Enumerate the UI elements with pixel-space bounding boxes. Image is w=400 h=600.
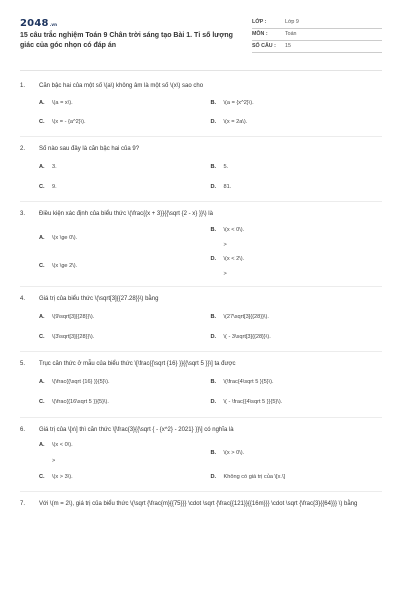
question-stem <box>20 295 382 304</box>
option-text: \(a = x\). <box>52 99 73 106</box>
option-text: \(x \ge 0\). <box>52 234 78 241</box>
option-letter: C. <box>39 334 45 341</box>
option-d[interactable] <box>211 119 383 126</box>
options <box>20 100 382 127</box>
question-stem <box>20 500 382 509</box>
option-b[interactable] <box>211 164 383 171</box>
option-a[interactable] <box>20 314 192 321</box>
meta-row-subject <box>252 29 382 41</box>
option-line: \(x < 0\). <box>223 227 245 234</box>
question-number: 1. <box>20 83 26 89</box>
option-letter: C. <box>39 473 45 480</box>
option-text: \(x > 0\). <box>223 449 245 456</box>
question-text: Giá trị của \[x\] thì căn thức \[\frac{3}{{\sqrt { - {x^2} - 2021} }}\] có nghĩa là <box>39 426 234 433</box>
option-letter: A. <box>39 379 45 386</box>
option-a[interactable] <box>20 235 192 242</box>
meta-row-grade <box>252 17 382 29</box>
option-text: 5. <box>223 163 229 170</box>
option-c[interactable] <box>20 119 192 126</box>
question-number: 6. <box>20 426 26 433</box>
option-text: \(a = {x^2}\). <box>223 99 254 106</box>
option-b[interactable] <box>211 379 383 386</box>
option-text: \(9\sqrt[3]{{28}}\). <box>52 313 95 320</box>
question-text: Căn bậc hai của một số \(a\) không âm là một số \(x\) sao cho <box>39 83 204 89</box>
option-letter: D. <box>210 399 217 406</box>
options <box>20 164 382 192</box>
option-text <box>224 227 383 250</box>
options <box>20 442 382 481</box>
option-letter: D. <box>210 334 217 341</box>
meta-row-count <box>252 41 382 53</box>
option-text <box>224 256 383 279</box>
document-title: 15 câu trắc nghiệm Toán 9 Chân trời sáng tạo Bài 1. Tỉ số lượng giác của góc nhọn có đáp án <box>20 32 233 50</box>
option-text: \(\frac{{16\sqrt 5 }}{5}\). <box>52 399 109 406</box>
question-divider <box>20 201 382 202</box>
option-text: \(x > 3\). <box>52 473 73 480</box>
question-text: Với \(m = 2\), giá trị của biểu thức \(\sqrt {\frac{m}{{75}}} \cdot \sqrt {\frac{{121}}{{16m}}} \cdot \sqrt {\frac{3}{{64}}} \) bằng <box>39 501 358 508</box>
options <box>20 379 382 407</box>
question-number: 3. <box>20 211 26 218</box>
meta-label: SỐ CÂU : <box>252 43 276 50</box>
question-stem <box>20 426 382 435</box>
option-letter: B. <box>210 163 217 170</box>
option-letter: C. <box>39 118 45 125</box>
option-text: \(x = - {a^2}\). <box>52 118 86 125</box>
question-stem <box>20 145 382 154</box>
question-stem <box>20 210 382 219</box>
option-letter: A. <box>39 163 45 170</box>
option-letter: C. <box>39 184 45 191</box>
option-d[interactable] <box>211 256 383 279</box>
option-b[interactable] <box>211 314 383 321</box>
header-divider <box>20 70 382 71</box>
option-b[interactable] <box>211 450 383 457</box>
option-text: \(27\sqrt[3]{{28}}\). <box>223 313 269 320</box>
option-c[interactable] <box>20 263 192 270</box>
question-4 <box>20 295 382 352</box>
logo-text: 2048 <box>20 18 49 29</box>
option-a[interactable] <box>20 442 192 465</box>
option-d[interactable] <box>211 474 383 481</box>
option-line: \(x < 2\). <box>223 255 245 262</box>
page-header <box>0 0 400 62</box>
option-letter: B. <box>210 379 217 386</box>
option-b[interactable] <box>211 100 383 107</box>
meta-value: 15 <box>285 43 291 50</box>
question-list <box>20 82 382 509</box>
question-5 <box>20 360 382 417</box>
question-divider <box>20 417 382 418</box>
option-b[interactable] <box>211 227 383 250</box>
option-d[interactable] <box>211 334 383 341</box>
option-letter: A. <box>39 313 45 320</box>
option-a[interactable] <box>20 164 192 171</box>
question-3 <box>20 210 382 287</box>
option-letter: A. <box>39 442 45 449</box>
option-letter: A. <box>39 234 45 241</box>
option-d[interactable] <box>211 399 383 406</box>
option-a[interactable] <box>20 379 192 386</box>
option-letter: B. <box>210 313 217 320</box>
options <box>20 227 382 278</box>
option-text: \( - 3\sqrt[3]{{28}}\). <box>223 334 271 341</box>
option-c[interactable] <box>20 399 192 406</box>
option-text: 3. <box>52 163 57 170</box>
option-letter: D. <box>210 255 217 262</box>
option-letter: A. <box>39 99 45 106</box>
option-letter: D. <box>210 118 217 125</box>
option-line: > <box>52 457 56 464</box>
question-6 <box>20 426 382 492</box>
logo-suffix: .vn <box>49 22 58 27</box>
question-stem <box>20 82 382 91</box>
option-text: \(\frac{{\sqrt {16} }}{5}\). <box>52 379 110 386</box>
option-text: Không có giá trị của \[x.\] <box>223 473 286 480</box>
question-7 <box>20 500 382 509</box>
site-logo[interactable] <box>20 17 57 30</box>
option-text: \( - \frac{{4\sqrt 5 }}{5}\). <box>223 399 283 406</box>
option-line: > <box>223 270 227 277</box>
option-letter: B. <box>210 99 217 106</box>
option-letter: B. <box>210 227 217 234</box>
question-divider <box>20 491 382 492</box>
option-text: \(x \ge 2\). <box>52 263 78 270</box>
question-divider <box>20 286 382 287</box>
option-line: \(x < 0\). <box>52 442 73 449</box>
question-2 <box>20 145 382 202</box>
option-text: \(\frac{4\sqrt 5 }{5}\). <box>223 379 274 386</box>
question-number: 5. <box>20 361 26 368</box>
question-number: 7. <box>20 501 26 508</box>
option-line: > <box>223 242 227 249</box>
option-letter: C. <box>39 263 45 270</box>
question-1 <box>20 82 382 137</box>
question-divider <box>20 136 382 137</box>
question-text: Giá trị của biểu thức \(\sqrt[3]{{27.28}}\) bằng <box>39 296 159 303</box>
meta-value: Lớp 9 <box>285 19 299 26</box>
option-c[interactable] <box>20 334 192 341</box>
option-text: 81. <box>223 184 232 191</box>
option-letter: D. <box>210 473 217 480</box>
option-c[interactable] <box>20 474 192 481</box>
question-number: 4. <box>20 296 26 303</box>
option-text: 9. <box>52 184 57 191</box>
option-text: \(x = 2a\). <box>223 118 248 125</box>
option-d[interactable] <box>211 184 383 191</box>
options <box>20 314 382 342</box>
option-letter: B. <box>210 449 217 456</box>
option-letter: D. <box>210 184 217 191</box>
option-text <box>52 442 192 465</box>
question-number: 2. <box>20 146 26 153</box>
option-text: \(3\sqrt[3]{{28}}\). <box>52 334 95 341</box>
question-stem <box>20 360 382 369</box>
meta-label: LỚP : <box>252 19 267 26</box>
question-text: Trục căn thức ở mẫu của biểu thức \[\frac{{\sqrt {16} }}{{\sqrt 5 }}\] ta được <box>39 361 236 368</box>
question-divider <box>20 351 382 352</box>
meta-info <box>252 17 382 53</box>
option-a[interactable] <box>20 100 192 107</box>
question-text: Điều kiện xác định của biểu thức \(\frac{{x + 3}}{{\sqrt {2 - x} }}\) là <box>39 211 213 218</box>
meta-value: Toán <box>285 31 297 38</box>
question-text: Số nào sau đây là căn bậc hai của 9? <box>39 146 140 153</box>
option-letter: C. <box>39 399 45 406</box>
option-c[interactable] <box>20 184 192 191</box>
meta-label: MÔN : <box>252 31 268 38</box>
